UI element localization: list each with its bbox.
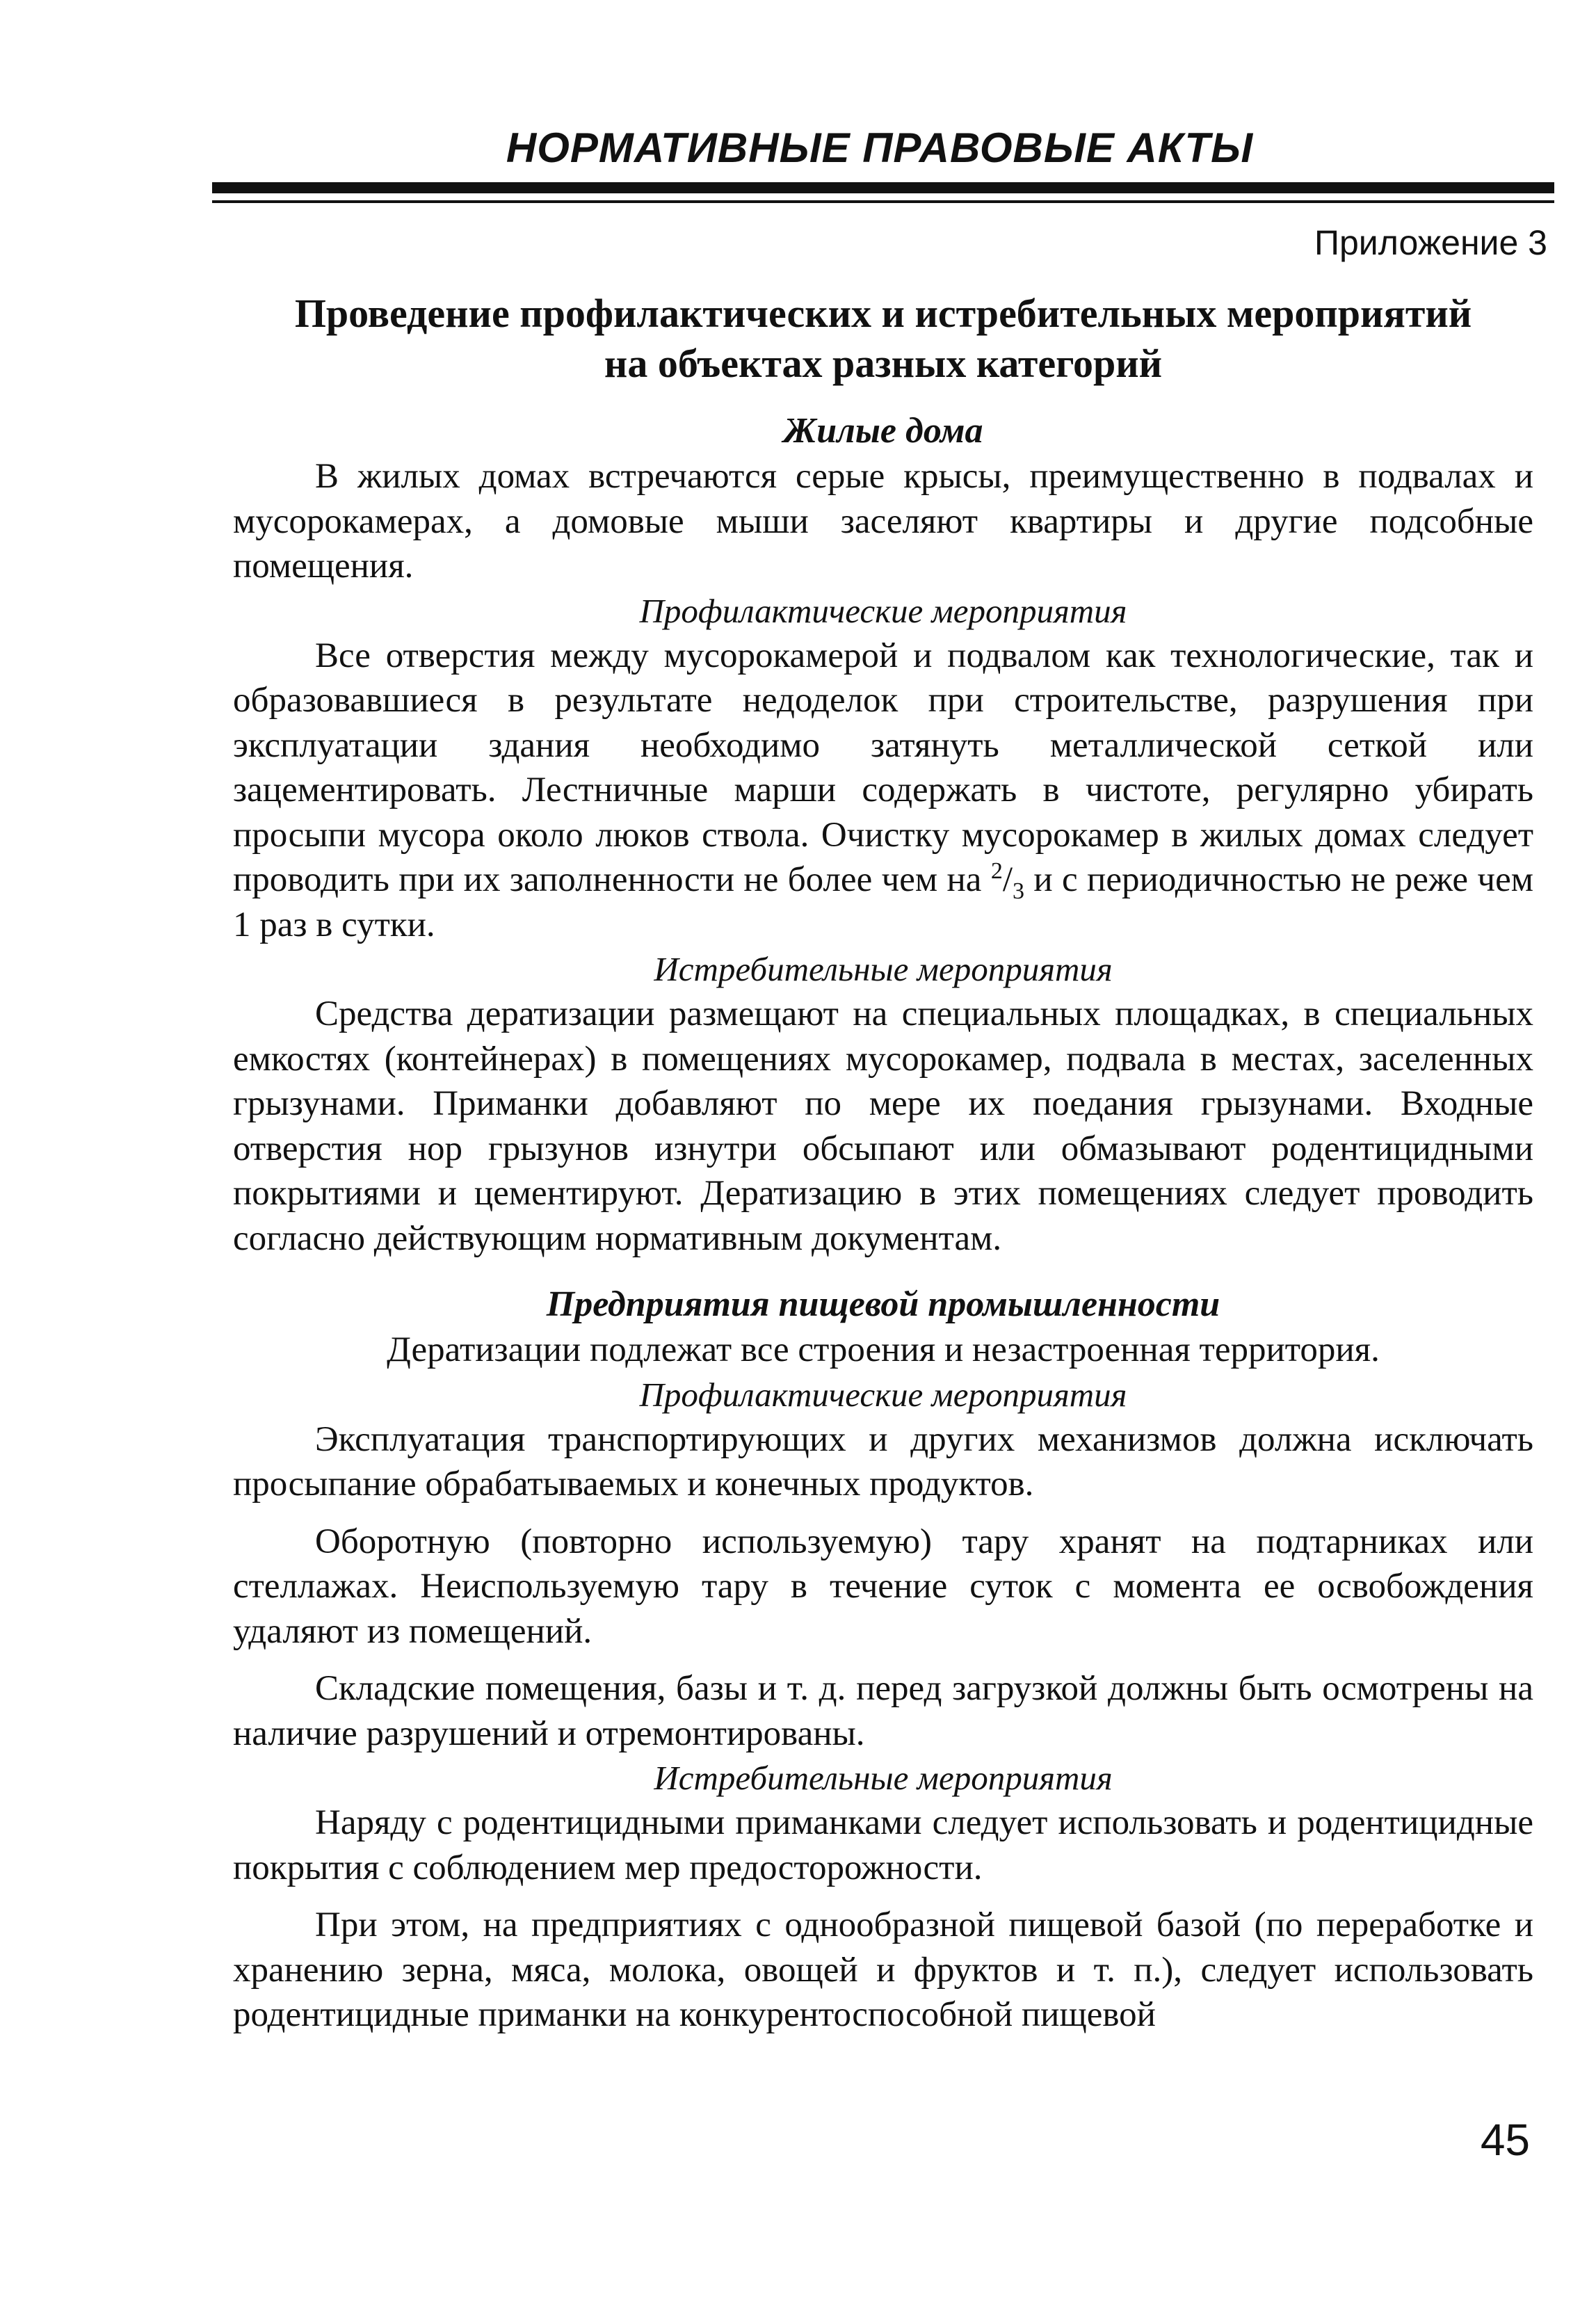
section-intro-food-industry: Дератизации подлежат все строения и незастроенная территория. <box>387 1330 1380 1369</box>
prevention-text-part-1: Все отверстия между мусорокамерой и подвалом как технологические, так и образовавшиеся в результате недоделок при строительстве, разрушения при эксплуатации здания необходимо затянуть металлической сеткой или зацементировать. Лестничные марши содержать в чистоте, регулярно убирать просыпи мусора около люков ствола. Очистку мусорокамер в жилых домах следует проводить при их заполненности не более чем на <box>233 636 1533 899</box>
document-title-line-1: Проведение профилактических и истребительных мероприятий <box>294 291 1472 336</box>
document-title <box>233 289 1533 389</box>
page-number: 45 <box>1480 2115 1530 2165</box>
prevention-paragraph: Эксплуатация транспортирующих и других механизмов должна исключать просыпание обрабатываемых и конечных продуктов. <box>233 1419 1533 1504</box>
document-title-line-2: на объектах разных категорий <box>604 341 1163 386</box>
prevention-text-part-2: и с периодичностью не реже чем 1 раз в сутки. <box>233 860 1533 944</box>
section-heading-food-industry: Предприятия пищевой промышленности <box>546 1284 1220 1324</box>
fraction-numerator: 2 <box>990 858 1003 884</box>
prevention-heading-food-industry: Профилактические мероприятия <box>639 1375 1127 1414</box>
prevention-paragraph: Оборотную (повторно используемую) тару хранят на подтарниках или стеллажах. Неиспользуемую тару в течение суток с момента ее освобождения удаляют из помещений. <box>233 1522 1533 1651</box>
fraction-two-thirds: $^2/_3$ <box>990 858 1024 905</box>
section-intro-residential: В жилых домах встречаются серые крысы, преимущественно в подвалах и мусорокамерах, а домовые мыши заселяют квартиры и другие подсобные помещения. <box>233 457 1533 586</box>
extermination-paragraph: Наряду с родентицидными приманками следует использовать и родентицидные покрытия с соблюдением мер предосторожности. <box>233 1803 1533 1887</box>
extermination-paragraph: При этом, на предприятиях с однообразной пищевой базой (по переработке и хранению зерна, мяса, молока, овощей и фруктов и т. п.), следует использовать родентицидные приманки на конкурентоспособной пищевой <box>233 1905 1533 2034</box>
running-head: НОРМАТИВНЫЕ ПРАВОВЫЕ АКТЫ <box>506 124 1254 171</box>
page-content <box>233 289 1533 2038</box>
prevention-text-residential <box>233 634 1533 948</box>
extermination-heading-residential: Истребительные мероприятия <box>654 950 1113 988</box>
extermination-heading-food-industry: Истребительные мероприятия <box>654 1759 1113 1797</box>
section-heading-residential: Жилые дома <box>783 411 983 451</box>
header-rule-thick <box>212 182 1554 193</box>
header-rule-thin <box>212 200 1554 203</box>
fraction-denominator: 3 <box>1013 878 1024 905</box>
prevention-heading-residential: Профилактические мероприятия <box>639 591 1127 630</box>
prevention-paragraph: Складские помещения, базы и т. д. перед загрузкой должны быть осмотрены на наличие разрушений и отремонтированы. <box>233 1669 1533 1753</box>
extermination-text-residential: Средства дератизации размещают на специальных площадках, в специальных емкостях (контейнерах) в помещениях мусорокамер, подвала в местах, заселенных грызунами. Приманки добавляют по мере их поедания грызунами. Входные отверстия нор грызунов изнутри обсыпают или обмазывают родентицидными покрытиями и цементируют. Дератизацию в этих помещениях следует проводить согласно действующим нормативным документам. <box>233 994 1533 1258</box>
appendix-label: Приложение 3 <box>1314 223 1547 262</box>
